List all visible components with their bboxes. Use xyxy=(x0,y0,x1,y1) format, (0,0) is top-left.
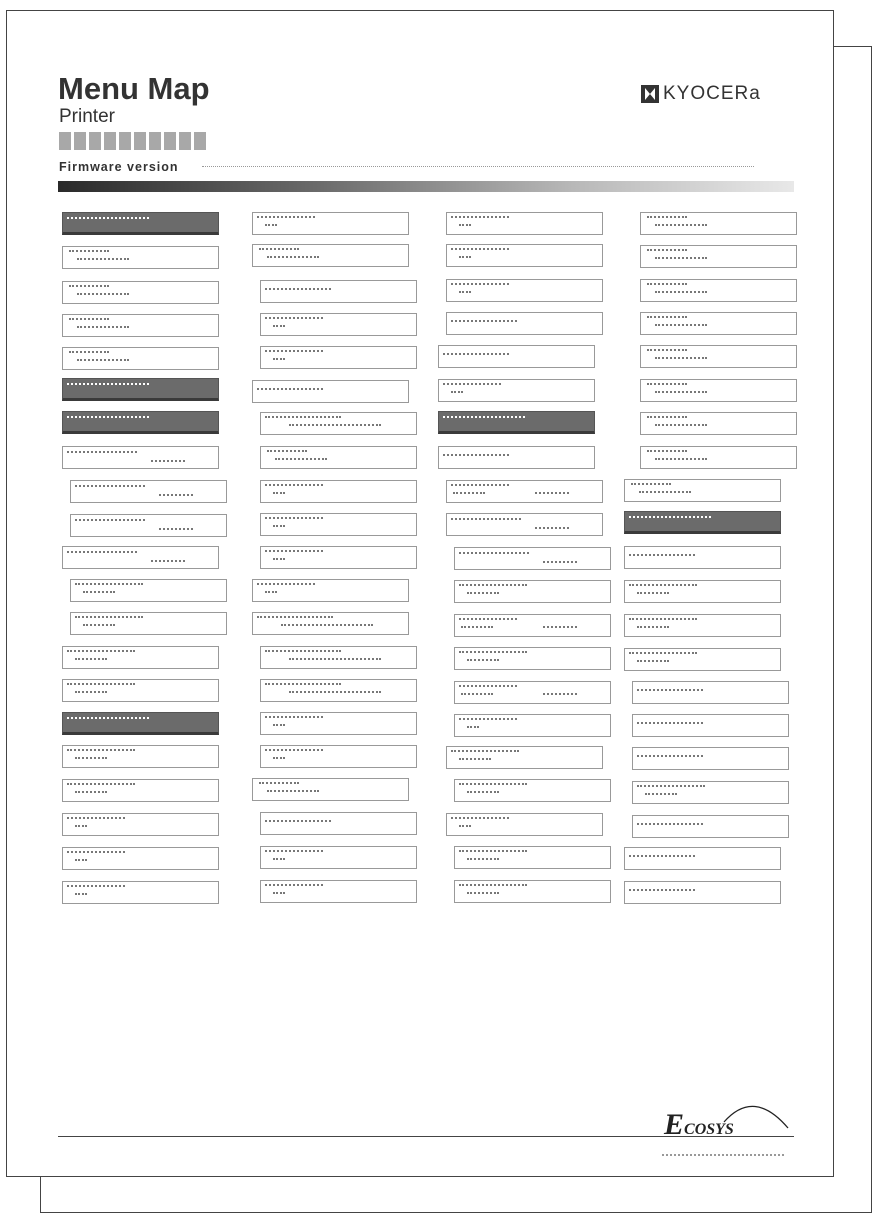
menu-item-box xyxy=(62,881,219,904)
placeholder-text-line xyxy=(459,884,527,886)
placeholder-text-line xyxy=(75,791,107,793)
page-title: Menu Map xyxy=(58,71,210,106)
placeholder-text-line xyxy=(67,817,125,819)
menu-item-box xyxy=(446,746,603,769)
menu-item-box xyxy=(62,347,219,370)
placeholder-text-line xyxy=(459,291,471,293)
menu-item-box xyxy=(62,246,219,269)
menu-item-box xyxy=(446,279,603,302)
placeholder-text-line xyxy=(645,793,677,795)
placeholder-text-line xyxy=(459,758,491,760)
placeholder-text-line xyxy=(467,791,499,793)
menu-item-box xyxy=(640,412,797,435)
placeholder-text-line xyxy=(459,718,517,720)
placeholder-text-line xyxy=(265,517,323,519)
menu-item-box xyxy=(640,345,797,368)
placeholder-text-line xyxy=(647,450,687,452)
placeholder-text-line xyxy=(265,716,323,718)
placeholder-text-line xyxy=(637,785,705,787)
placeholder-text-line xyxy=(151,460,185,462)
placeholder-text-line xyxy=(67,783,135,785)
placeholder-text-line xyxy=(265,749,323,751)
ecosys-logo-rest: COSYS xyxy=(684,1121,734,1138)
menu-item-box xyxy=(454,614,611,637)
placeholder-text-line xyxy=(467,726,479,728)
page-subtitle: Printer xyxy=(59,106,115,127)
placeholder-text-line xyxy=(273,492,285,494)
menu-item-box xyxy=(260,513,417,536)
placeholder-text-line xyxy=(655,324,707,326)
menu-item-box xyxy=(62,546,219,569)
menu-item-box xyxy=(62,847,219,870)
placeholder-text-line xyxy=(75,485,145,487)
menu-item-box xyxy=(260,712,417,735)
menu-item-box xyxy=(438,446,595,469)
menu-item-box xyxy=(260,646,417,669)
placeholder-text-line xyxy=(647,216,687,218)
placeholder-text-line xyxy=(75,583,143,585)
menu-item-box xyxy=(252,244,409,267)
menu-item-box xyxy=(632,747,789,770)
placeholder-text-line xyxy=(453,492,485,494)
menu-item-box xyxy=(624,614,781,637)
placeholder-text-line xyxy=(151,560,185,562)
placeholder-text-line xyxy=(655,391,707,393)
placeholder-text-line xyxy=(631,483,671,485)
placeholder-text-line xyxy=(69,318,109,320)
menu-item-box xyxy=(260,880,417,903)
menu-item-box xyxy=(454,580,611,603)
placeholder-text-line xyxy=(639,491,691,493)
placeholder-text-line xyxy=(273,724,285,726)
menu-item-box xyxy=(70,579,227,602)
placeholder-text-line xyxy=(459,685,517,687)
menu-item-box xyxy=(446,244,603,267)
placeholder-text-line xyxy=(459,224,471,226)
placeholder-text-line xyxy=(83,624,115,626)
placeholder-text-line xyxy=(535,527,569,529)
menu-item-box xyxy=(632,681,789,704)
placeholder-text-line xyxy=(67,717,149,719)
menu-item-box xyxy=(252,579,409,602)
placeholder-text-line xyxy=(273,525,285,527)
placeholder-text-line xyxy=(637,722,703,724)
menu-item-box xyxy=(632,714,789,737)
menu-item-box xyxy=(260,679,417,702)
placeholder-text-line xyxy=(655,357,707,359)
placeholder-text-line xyxy=(77,359,129,361)
placeholder-text-line xyxy=(443,454,509,456)
menu-item-box xyxy=(640,279,797,302)
placeholder-text-line xyxy=(459,552,529,554)
menu-item-box xyxy=(62,813,219,836)
menu-item-box xyxy=(454,846,611,869)
menu-item-box xyxy=(252,778,409,801)
placeholder-text-line xyxy=(273,757,285,759)
placeholder-text-line xyxy=(273,358,285,360)
menu-item-box xyxy=(438,379,595,402)
placeholder-text-line xyxy=(647,383,687,385)
menu-item-box xyxy=(62,779,219,802)
placeholder-text-line xyxy=(637,755,703,757)
footer-code-placeholder xyxy=(662,1154,784,1156)
placeholder-text-line xyxy=(629,584,697,586)
placeholder-text-line xyxy=(69,351,109,353)
menu-item-box xyxy=(640,212,797,235)
menu-item-box xyxy=(640,379,797,402)
placeholder-text-line xyxy=(467,592,499,594)
menu-item-box xyxy=(640,312,797,335)
ecosys-logo-e: E xyxy=(664,1108,685,1141)
menu-item-box xyxy=(454,681,611,704)
placeholder-text-line xyxy=(265,550,323,552)
menu-item-box xyxy=(260,412,417,435)
placeholder-text-line xyxy=(629,516,711,518)
placeholder-text-line xyxy=(451,216,509,218)
placeholder-text-line xyxy=(459,850,527,852)
menu-item-box xyxy=(454,647,611,670)
menu-category-header xyxy=(624,511,781,534)
placeholder-text-line xyxy=(637,689,703,691)
placeholder-text-line xyxy=(647,349,687,351)
menu-item-box xyxy=(260,846,417,869)
menu-category-header xyxy=(62,378,219,401)
placeholder-text-line xyxy=(289,691,381,693)
placeholder-text-line xyxy=(265,820,331,822)
placeholder-text-line xyxy=(77,258,129,260)
menu-item-box xyxy=(70,480,227,503)
placeholder-text-line xyxy=(451,248,509,250)
menu-item-box xyxy=(454,880,611,903)
placeholder-text-line xyxy=(461,693,493,695)
placeholder-text-line xyxy=(265,416,341,418)
placeholder-text-line xyxy=(265,224,277,226)
placeholder-text-line xyxy=(69,250,109,252)
firmware-version-label: Firmware version xyxy=(59,160,179,174)
menu-item-box xyxy=(624,479,781,502)
menu-item-box xyxy=(640,245,797,268)
menu-item-box xyxy=(252,380,409,403)
placeholder-text-line xyxy=(459,584,527,586)
menu-item-box xyxy=(62,314,219,337)
placeholder-text-line xyxy=(75,859,87,861)
placeholder-text-line xyxy=(259,248,299,250)
placeholder-text-line xyxy=(83,591,115,593)
menu-item-box xyxy=(260,480,417,503)
menu-item-box xyxy=(62,281,219,304)
placeholder-text-line xyxy=(629,652,697,654)
placeholder-text-line xyxy=(273,892,285,894)
menu-item-box xyxy=(446,513,603,536)
placeholder-text-line xyxy=(543,626,577,628)
placeholder-text-line xyxy=(259,782,299,784)
menu-item-box xyxy=(632,781,789,804)
placeholder-text-line xyxy=(629,889,695,891)
menu-item-box xyxy=(62,679,219,702)
placeholder-text-line xyxy=(67,749,135,751)
ecosys-logo xyxy=(664,1108,734,1142)
placeholder-text-line xyxy=(267,790,319,792)
placeholder-text-line xyxy=(273,325,285,327)
menu-category-header xyxy=(62,712,219,735)
placeholder-text-line xyxy=(629,855,695,857)
placeholder-text-line xyxy=(467,858,499,860)
menu-item-box xyxy=(624,580,781,603)
placeholder-text-line xyxy=(459,256,471,258)
menu-item-box xyxy=(454,779,611,802)
placeholder-text-line xyxy=(535,492,569,494)
placeholder-text-line xyxy=(647,416,687,418)
placeholder-text-line xyxy=(267,256,319,258)
placeholder-text-line xyxy=(459,825,471,827)
placeholder-text-line xyxy=(655,291,707,293)
placeholder-text-line xyxy=(257,616,333,618)
placeholder-text-line xyxy=(467,892,499,894)
placeholder-text-line xyxy=(443,416,525,418)
placeholder-text-line xyxy=(67,451,137,453)
placeholder-text-line xyxy=(265,317,323,319)
placeholder-text-line xyxy=(637,660,669,662)
placeholder-text-line xyxy=(67,885,125,887)
placeholder-text-line xyxy=(543,693,577,695)
placeholder-text-line xyxy=(451,518,521,520)
placeholder-text-line xyxy=(467,659,499,661)
placeholder-text-line xyxy=(281,624,373,626)
menu-item-box xyxy=(624,847,781,870)
placeholder-text-line xyxy=(67,683,135,685)
placeholder-text-line xyxy=(451,817,509,819)
placeholder-text-line xyxy=(451,484,509,486)
placeholder-text-line xyxy=(543,561,577,563)
placeholder-text-line xyxy=(443,353,509,355)
menu-item-box xyxy=(446,212,603,235)
placeholder-text-line xyxy=(75,893,87,895)
menu-item-box xyxy=(260,446,417,469)
placeholder-text-line xyxy=(637,823,703,825)
placeholder-text-line xyxy=(629,618,697,620)
placeholder-text-line xyxy=(265,350,323,352)
placeholder-text-line xyxy=(159,494,193,496)
placeholder-text-line xyxy=(75,616,143,618)
menu-item-box xyxy=(438,345,595,368)
placeholder-text-line xyxy=(461,626,493,628)
placeholder-text-line xyxy=(647,249,687,251)
placeholder-text-line xyxy=(459,651,527,653)
placeholder-text-line xyxy=(75,691,107,693)
menu-item-box xyxy=(624,881,781,904)
placeholder-text-line xyxy=(67,851,125,853)
placeholder-text-line xyxy=(265,683,341,685)
menu-item-box xyxy=(252,612,409,635)
placeholder-text-line xyxy=(257,583,315,585)
placeholder-text-line xyxy=(443,383,501,385)
placeholder-text-line xyxy=(67,650,135,652)
placeholder-text-line xyxy=(265,591,277,593)
placeholder-text-line xyxy=(265,850,323,852)
menu-category-header xyxy=(62,212,219,235)
placeholder-text-line xyxy=(267,450,307,452)
placeholder-text-line xyxy=(289,424,381,426)
menu-item-box xyxy=(260,313,417,336)
placeholder-text-line xyxy=(273,858,285,860)
placeholder-text-line xyxy=(265,884,323,886)
menu-item-box xyxy=(454,714,611,737)
placeholder-text-line xyxy=(275,458,327,460)
menu-item-box xyxy=(62,745,219,768)
menu-item-box xyxy=(446,312,603,335)
placeholder-text-line xyxy=(655,257,707,259)
placeholder-text-line xyxy=(655,424,707,426)
placeholder-text-line xyxy=(647,316,687,318)
placeholder-text-line xyxy=(459,783,527,785)
menu-item-box xyxy=(62,646,219,669)
placeholder-text-line xyxy=(77,293,129,295)
placeholder-text-line xyxy=(257,388,323,390)
placeholder-text-line xyxy=(647,283,687,285)
placeholder-text-line xyxy=(289,658,381,660)
placeholder-text-line xyxy=(75,757,107,759)
placeholder-text-line xyxy=(67,383,149,385)
placeholder-text-line xyxy=(451,750,519,752)
menu-item-box xyxy=(640,446,797,469)
menu-item-box xyxy=(624,648,781,671)
placeholder-text-line xyxy=(67,551,137,553)
menu-item-box xyxy=(62,446,219,469)
menu-category-header xyxy=(62,411,219,434)
menu-item-box xyxy=(632,815,789,838)
menu-item-box xyxy=(624,546,781,569)
menu-category-header xyxy=(438,411,595,434)
placeholder-text-line xyxy=(265,484,323,486)
placeholder-text-line xyxy=(77,326,129,328)
placeholder-text-line xyxy=(655,458,707,460)
menu-item-box xyxy=(446,813,603,836)
placeholder-text-line xyxy=(629,554,695,556)
placeholder-text-line xyxy=(159,528,193,530)
kyocera-wordmark: KYOCERa xyxy=(663,83,761,104)
placeholder-text-line xyxy=(67,416,149,418)
placeholder-text-line xyxy=(257,216,315,218)
placeholder-text-line xyxy=(265,288,331,290)
placeholder-text-line xyxy=(69,285,109,287)
placeholder-text-line xyxy=(451,320,517,322)
placeholder-text-line xyxy=(75,658,107,660)
placeholder-text-line xyxy=(451,391,463,393)
placeholder-text-line xyxy=(67,217,149,219)
menu-item-box xyxy=(70,612,227,635)
menu-item-box xyxy=(70,514,227,537)
menu-item-box xyxy=(260,812,417,835)
placeholder-text-line xyxy=(637,626,669,628)
placeholder-text-line xyxy=(459,618,517,620)
placeholder-text-line xyxy=(75,519,145,521)
menu-item-box xyxy=(260,280,417,303)
placeholder-text-line xyxy=(273,558,285,560)
placeholder-text-line xyxy=(637,592,669,594)
menu-item-box xyxy=(454,547,611,570)
menu-item-box xyxy=(252,212,409,235)
placeholder-text-line xyxy=(655,224,707,226)
placeholder-text-line xyxy=(265,650,341,652)
menu-item-box xyxy=(260,745,417,768)
placeholder-text-line xyxy=(451,283,509,285)
menu-item-box xyxy=(260,546,417,569)
menu-item-box xyxy=(260,346,417,369)
placeholder-text-line xyxy=(75,825,87,827)
menu-item-box xyxy=(446,480,603,503)
